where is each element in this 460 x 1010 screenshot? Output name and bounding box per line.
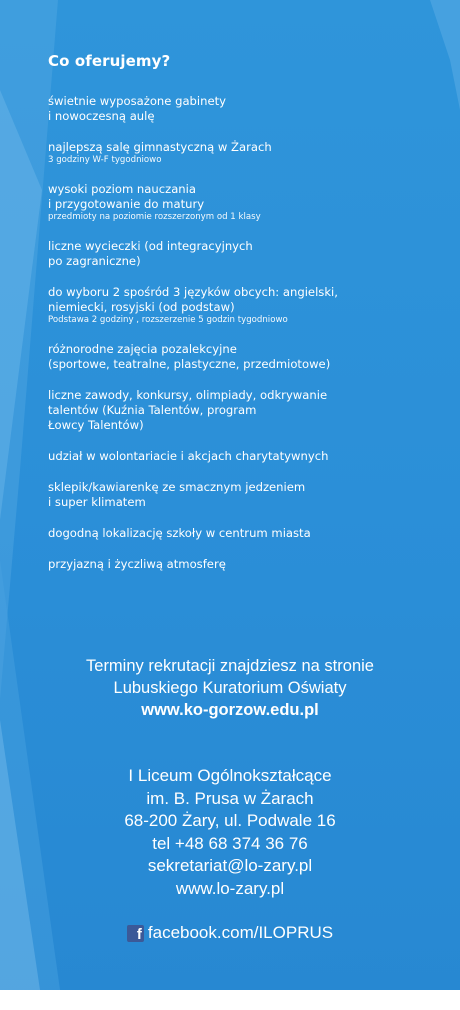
offer-item-text: różnorodne zajęcia pozalekcyjne — [48, 342, 237, 356]
school-contact — [0, 765, 460, 900]
recruitment-line-1: Terminy rekrutacji znajdziesz na stronie — [86, 657, 374, 675]
offer-item — [48, 526, 433, 541]
offer-item-text: świetnie wyposażone gabinety — [48, 94, 227, 108]
school-address: 68-200 Żary, ul. Podwale 16 — [124, 811, 336, 830]
offer-item-text: i przygotowanie do matury — [48, 197, 205, 211]
offer-item — [48, 94, 433, 124]
offer-item-text: najlepszą salę gimnastyczną w Żarach — [48, 140, 272, 154]
offer-item-text: przyjazną i życzliwą atmosferę — [48, 557, 226, 571]
offer-item — [48, 285, 433, 326]
recruitment-line-2: Lubuskiego Kuratorium Oświaty — [113, 679, 347, 697]
offer-item-text: liczne wycieczki (od integracyjnych — [48, 239, 253, 253]
offer-item — [48, 449, 433, 464]
offer-item — [48, 388, 433, 433]
offer-item-note: przedmioty na poziomie rozszerzonym od 1 klasy — [48, 212, 261, 222]
offer-item-text: niemiecki, rosyjski (od podstaw) — [48, 300, 235, 314]
offer-list — [48, 94, 433, 572]
offer-item-text: Łowcy Talentów) — [48, 418, 144, 432]
facebook-link[interactable] — [0, 922, 460, 944]
offer-item — [48, 239, 433, 269]
offer-item-text: talentów (Kuźnia Talentów, program — [48, 403, 257, 417]
facebook-icon: f — [127, 925, 144, 942]
offer-item-text: liczne zawody, konkursy, olimpiady, odkrywanie — [48, 388, 328, 402]
kuratorium-link[interactable]: www.ko-gorzow.edu.pl — [141, 701, 319, 719]
offer-item-note: 3 godziny W-F tygodniowo — [48, 155, 162, 165]
offer-item-text: udział w wolontariacie i akcjach charytatywnych — [48, 449, 329, 463]
offer-item — [48, 182, 433, 223]
school-patron: im. B. Prusa w Żarach — [146, 788, 314, 808]
offer-item-text: i super klimatem — [48, 495, 146, 509]
facebook-url[interactable]: facebook.com/ILOPRUS — [147, 923, 334, 942]
offer-item — [48, 140, 433, 166]
offer-item-text: dogodną lokalizację szkoły w centrum miasta — [48, 526, 311, 540]
offer-item-note: Podstawa 2 godziny , rozszerzenie 5 godzin tygodniowo — [48, 315, 288, 325]
bottom-border — [0, 990, 460, 1010]
school-phone[interactable]: tel +48 68 374 36 76 — [152, 833, 308, 853]
offer-item-text: (sportowe, teatralne, plastyczne, przedmiotowe) — [48, 357, 331, 371]
offer-item-text: po zagraniczne) — [48, 254, 141, 268]
offer-item — [48, 480, 433, 510]
school-website[interactable]: www.lo-zary.pl — [175, 878, 285, 898]
recruitment-info — [0, 655, 460, 721]
offer-section — [48, 52, 433, 588]
offer-item-text: sklepik/kawiarenkę ze smacznym jedzeniem — [48, 480, 306, 494]
offer-heading: Co oferujemy? — [48, 52, 171, 70]
offer-item — [48, 557, 433, 572]
school-name: I Liceum Ogólnokształcące — [128, 766, 332, 785]
offer-item-text: i nowoczesną aulę — [48, 109, 155, 123]
offer-item-text: do wyboru 2 spośród 3 języków obcych: angielski, — [48, 285, 338, 299]
offer-item-text: wysoki poziom nauczania — [48, 182, 196, 196]
school-email[interactable]: sekretariat@lo-zary.pl — [147, 856, 313, 875]
offer-item — [48, 342, 433, 372]
